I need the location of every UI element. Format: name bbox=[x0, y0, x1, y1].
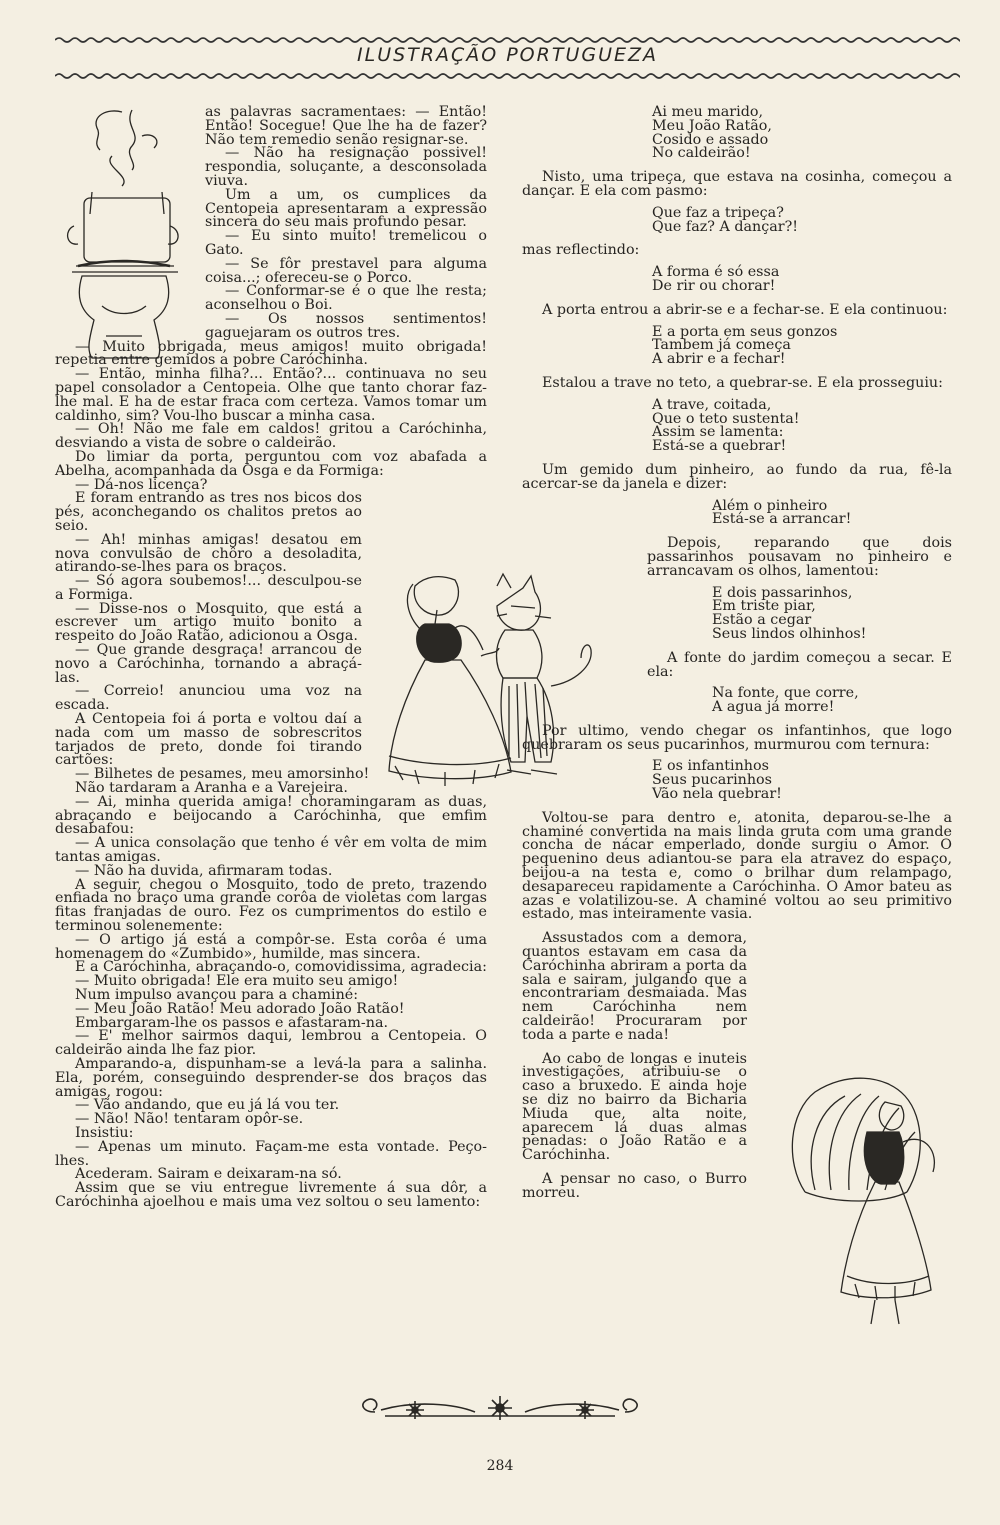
paragraph: — Bilhetes de pesames, meu amorsinho! bbox=[75, 766, 370, 783]
paragraph: — Que grande desgraça! arrancou de novo a Caróchinha, tornando a abraçá-las. bbox=[55, 642, 362, 686]
paragraph: A porta entrou a abrir-se e a fechar-se. E ela continuou: bbox=[542, 301, 948, 318]
paragraph: E foram entrando as tres nos bicos dos pés, aconchegando os chalitos pretos ao seio. bbox=[55, 490, 362, 534]
verse-line: Vão nela quebrar! bbox=[652, 786, 782, 803]
verse-line: No caldeirão! bbox=[652, 145, 751, 162]
verse-line: Que faz? A dançar?! bbox=[652, 218, 799, 235]
verse-line: Em triste piar, bbox=[712, 598, 816, 615]
verse-line: Tambem já começa bbox=[652, 337, 791, 354]
paragraph: Não tardaram a Aranha e a Varejeira. bbox=[75, 780, 348, 797]
paragraph: — Meu João Ratão! Meu adorado João Ratão! bbox=[75, 1000, 405, 1017]
verse-stanza bbox=[522, 323, 952, 368]
paragraph: — Muito obrigada! Ele era muito seu amigo! bbox=[75, 973, 399, 990]
masthead-title: ILUSTRAÇÃO PORTUGUEZA bbox=[357, 44, 658, 66]
left-text-column bbox=[55, 106, 487, 1210]
paragraph: — Correio! anunciou uma voz na escada. bbox=[55, 683, 362, 714]
paragraph: Estalou a trave no teto, a quebrar-se. E ela prosseguiu: bbox=[542, 374, 943, 391]
verse-line: E dois passarinhos, bbox=[712, 584, 853, 601]
verse-line: A forma é só essa bbox=[652, 264, 780, 281]
verse-line: E a porta em seus gonzos bbox=[652, 323, 838, 340]
paragraph: — Só agora soubemos!... desculpou-se a Formiga. bbox=[55, 573, 362, 603]
paragraph: — Não ha resignação possivel! respondia, soluçante, a desconsolada viuva. bbox=[205, 145, 487, 189]
paragraph: Assim que se viu entregue livremente á sua dôr, a Caróchinha ajoelhou e mais uma vez soltou o seu lamento: bbox=[55, 1180, 487, 1210]
paragraph: — Então, minha filha?... Então?... continuava no seu papel consolador a Centopeia. Olhe que tanto chorar faz-lhe mal. E ha de estar fraca com certeza. Vamos tomar um caldinho, sim? Vou-lho buscar a minha casa. bbox=[55, 366, 487, 424]
paragraph: Voltou-se para dentro e, atonita, deparou-se-lhe a chaminé convertida na mais linda gruta com uma grande concha de nácar emperlado, donde surgiu o Amor. O pequenino deus adiantou-se para ela atravez do espaço, beijou-a na testa e, como o brilhar dum relampago, desapareceu rapidamente a Caróchinha. O Amor bateu as azas e volatilizou-se. A chaminé voltou ao seu primitivo estado, mas inteiramente vasia. bbox=[522, 809, 952, 923]
paragraph: — Não ha duvida, afirmaram todas. bbox=[75, 862, 333, 879]
paragraph: — Dá-nos licença? bbox=[75, 476, 208, 493]
verse-stanza bbox=[522, 266, 952, 294]
verse-stanza bbox=[522, 497, 952, 528]
verse-stanza bbox=[522, 204, 952, 235]
verse-line: A abrir e a fechar! bbox=[652, 351, 786, 368]
paragraph: Nisto, uma tripeça, que estava na cosinha, começou a dançar. E ela com pasmo: bbox=[522, 169, 952, 199]
paragraph: — E' melhor sairmos daqui, lembrou a Centopeia. O caldeirão ainda lhe faz pior. bbox=[55, 1028, 487, 1059]
paragraph: Por ultimo, vendo chegar os infantinhos, que logo quebraram os seus pucarinhos, murmurou com ternura: bbox=[522, 722, 952, 753]
verse-line: De rir ou chorar! bbox=[652, 277, 776, 294]
page-header bbox=[55, 28, 960, 88]
paragraph: A seguir, chegou o Mosquito, todo de preto, trazendo enfiada no braço uma grande corôa de violetas com largas fitas franjadas de ouro. Fez os cumprimentos do estilo e terminou solenemente: bbox=[55, 876, 487, 935]
paragraph: Embargaram-lhe os passos e afastaram-na. bbox=[75, 1014, 389, 1031]
verse-stanza bbox=[522, 106, 952, 161]
paragraph: Ao cabo de longas e inuteis investigações, atribuiu-se o caso a bruxedo. E ainda hoje se diz no bairro da Bicharia Miuda que, alta noite, aparecem lá duas almas penadas: o João Ratão e a Caróchinha. bbox=[522, 1050, 747, 1164]
paragraph: — Disse-nos o Mosquito, que está a escrever um artigo muito bonito a respeito do João Ratão, adicionou a Osga. bbox=[55, 600, 362, 645]
paragraph: — Muito obrigada, meus amigos! muito obrigada! repetia entre gemidos a pobre Caróchinha. bbox=[55, 338, 487, 369]
paragraph: A fonte do jardim começou a secar. E ela: bbox=[647, 649, 952, 680]
paragraph: — Os nossos sentimentos! gaguejaram os outros tres. bbox=[205, 310, 487, 341]
verse-line: E os infantinhos bbox=[652, 758, 769, 775]
paragraph: — O artigo já está a compôr-se. Esta corôa é uma homenagem do «Zumbido», humilde, mas sincera. bbox=[55, 931, 487, 962]
paragraph: — A unica consolação que tenho é vêr em volta de mim tantas amigas. bbox=[55, 835, 487, 866]
paragraph: Um a um, os cumplices da Centopeia apresentaram a expressão sincera do seu mais profundo pesar. bbox=[205, 186, 487, 231]
verse-line: Na fonte, que corre, bbox=[712, 685, 859, 702]
verse-line: Meu João Ratão, bbox=[652, 117, 772, 134]
paragraph: — Oh! Não me fale em caldos! gritou a Caróchinha, desviando a vista de sobre o caldeirão. bbox=[55, 421, 487, 452]
verse-line: Que o teto sustenta! bbox=[652, 410, 800, 427]
paragraph: — Eu sinto muito! tremelicou o Gato. bbox=[205, 228, 487, 258]
verse-stanza bbox=[522, 687, 952, 715]
verse-line: Está-se a arrancar! bbox=[712, 511, 852, 528]
paragraph: Do limiar da porta, perguntou com voz abafada a Abelha, acompanhada da Osga e da Formiga: bbox=[55, 448, 487, 479]
paragraph: E a Caróchinha, abraçando-o, comovidissima, agradecia: bbox=[75, 959, 487, 976]
paragraph: — Não! Não! tentaram opôr-se. bbox=[75, 1111, 304, 1128]
verse-line: A trave, coitada, bbox=[652, 396, 772, 413]
paragraph: mas reflectindo: bbox=[522, 242, 640, 259]
verse-line: Seus pucarinhos bbox=[652, 772, 773, 789]
footer-ornament bbox=[355, 1390, 645, 1430]
paragraph: Num impulso avançou para a chaminé: bbox=[75, 987, 359, 1003]
verse-line: Cosido e assado bbox=[652, 131, 769, 148]
paragraph: A pensar no caso, o Burro morreu. bbox=[522, 1171, 747, 1201]
verse-line: Está-se a quebrar! bbox=[652, 438, 787, 455]
paragraph: — Ah! minhas amigas! desatou em nova convulsão de chôro a desoladita, atirando-se-lhes para os braços. bbox=[55, 531, 362, 576]
paragraph: — Se fôr prestavel para alguma coisa...; ofereceu-se o Porco. bbox=[205, 255, 487, 286]
paragraph: — Apenas um minuto. Façam-me esta vontade. Peço-lhes. bbox=[55, 1138, 487, 1169]
paragraph: as palavras sacramentaes: — Então! Então! Socegue! Que lhe ha de fazer? Não tem remedio senão resignar-se. bbox=[205, 104, 487, 148]
paragraph: Amparando-a, dispunham-se a levá-la para a salinha. Ela, porém, conseguindo desprender-se dos braços das amigas, rogou: bbox=[55, 1055, 487, 1100]
paragraph: Um gemido dum pinheiro, ao fundo da rua, fê-la acercar-se da janela e dizer: bbox=[522, 461, 952, 492]
paragraph: Assustados com a demora, quantos estavam em casa da Caróchinha abriram a porta da sala e sairam, julgando que a encontrariam desmaiada. Mas nem Caróchinha nem caldeirão! Procuraram por toda a parte e nada! bbox=[522, 930, 747, 1043]
paragraph: — Ai, minha querida amiga! choramingaram as duas, abraçando e beijocando a Caróchinha, que emfim desabafou: bbox=[55, 793, 487, 838]
verse-line: Seus lindos olhinhos! bbox=[712, 625, 867, 642]
verse-stanza bbox=[522, 760, 952, 801]
verse-line: A agua já morre! bbox=[712, 699, 835, 716]
verse-line: Estão a cegar bbox=[712, 612, 812, 629]
verse-line: Que faz a tripeça? bbox=[652, 204, 784, 221]
verse-line: Assim se lamenta: bbox=[652, 424, 784, 441]
verse-line: Ai meu marido, bbox=[652, 104, 764, 120]
verse-stanza bbox=[522, 396, 952, 455]
page-number: 284 bbox=[486, 1458, 514, 1474]
paragraph: Acederam. Sairam e deixaram-na só. bbox=[75, 1166, 342, 1183]
paragraph: Depois, reparando que dois passarinhos pousavam no pinheiro e arrancavam os olhos, lamentou: bbox=[647, 535, 952, 579]
verse-line: Além o pinheiro bbox=[712, 497, 828, 514]
right-text-column bbox=[522, 106, 952, 1201]
paragraph: A Centopeia foi á porta e voltou daí a nada com um masso de sobrescritos tarjados de preto, donde foi tirando cartões: bbox=[55, 711, 362, 769]
paragraph: Insistiu: bbox=[75, 1124, 134, 1141]
paragraph: — Conformar-se é o que lhe resta; aconselhou o Boi. bbox=[205, 283, 487, 314]
verse-stanza bbox=[522, 584, 952, 642]
paragraph: — Vão andando, que eu já lá vou ter. bbox=[75, 1097, 340, 1114]
